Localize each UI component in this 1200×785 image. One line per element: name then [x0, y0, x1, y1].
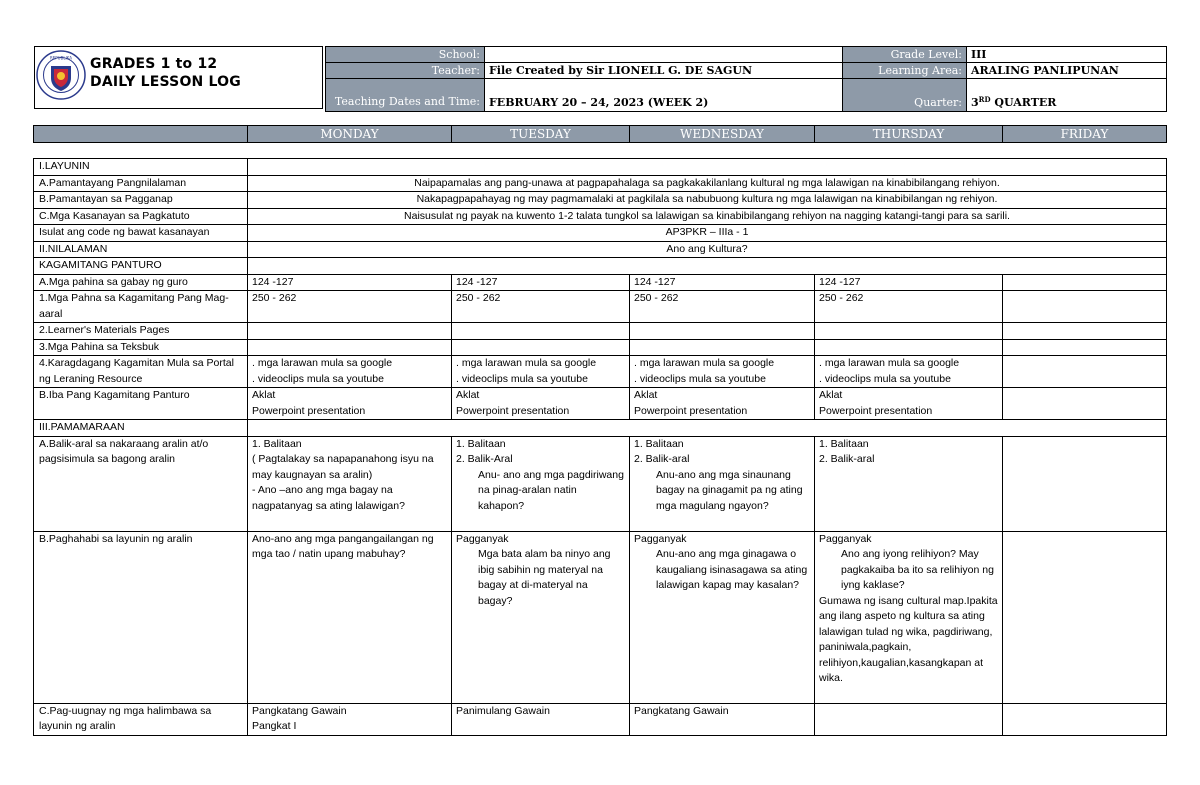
row-label-balik-aral: A.Balik-aral sa nakaraang aralin at/o pagsisimula sa bagong aralin	[34, 436, 248, 531]
cell-learners-tuesday	[452, 323, 630, 340]
teaching-dates-label: Teaching Dates and Time:	[326, 79, 485, 112]
cell-gabay-tuesday: 124 -127	[452, 274, 630, 291]
cell-code: AP3PKR – IIIa - 1	[248, 225, 1167, 242]
row-label-code: Isulat ang code ng bawat kasanayan	[34, 225, 248, 242]
cell-paghahabi-monday: Ano-ano ang mga pangangailangan ng mga tao / natin upang mabuhay?	[248, 531, 452, 703]
row-label-kagamitang-pang-magaaral: 1.Mga Pahna sa Kagamitang Pang Mag-aaral	[34, 291, 248, 323]
balik-aral-wednesday-question: Anu-ano ang mga sinaunang bagay na ginagamit pa ng ating mga magulang ngayon?	[656, 468, 803, 512]
cell-balik-aral-friday	[1003, 436, 1167, 531]
cell-gabay-monday: 124 -127	[248, 274, 452, 291]
cell-magaaral-wednesday: 250 - 262	[630, 291, 815, 323]
cell-nilalaman: Ano ang Kultura?	[248, 241, 1167, 258]
day-header-friday: FRIDAY	[1003, 126, 1167, 143]
header-info-table	[325, 46, 1167, 112]
cell-learners-monday	[248, 323, 452, 340]
table-row	[34, 192, 1167, 209]
cell-gabay-friday	[1003, 274, 1167, 291]
row-label-kagamitan: KAGAMITANG PANTURO	[34, 258, 248, 275]
cell-pag-uugnay-tuesday: Panimulang Gawain	[452, 703, 630, 735]
logo-title-grades: GRADES 1 to 12	[90, 56, 218, 72]
paghahabi-thursday-question: Ano ang iyong relihiyon? May pagkakaiba ba ito sa relihiyon ng iyng kaklase?	[841, 548, 994, 591]
cell-balik-aral-wednesday	[630, 436, 815, 531]
cell-iba-monday: Aklat Powerpoint presentation	[248, 388, 452, 420]
row-label-teksbuk: 3.Mga Pahina sa Teksbuk	[34, 339, 248, 356]
row-label-pamantayan-sa-pagganap: B.Pamantayan sa Pagganap	[34, 192, 248, 209]
day-header-monday: MONDAY	[248, 126, 452, 143]
cell-karagdagang-thursday: . mga larawan mula sa google . videoclips mula sa youtube	[815, 356, 1003, 388]
cell-karagdagang-wednesday: . mga larawan mula sa google . videoclips mula sa youtube	[630, 356, 815, 388]
table-row	[34, 436, 1167, 531]
quarter-value	[967, 79, 1167, 112]
paghahabi-thursday-heading: Pagganyak	[819, 532, 872, 545]
cell-gabay-wednesday: 124 -127	[630, 274, 815, 291]
grade-level-value: III	[967, 47, 1167, 63]
cell-magaaral-monday: 250 - 262	[248, 291, 452, 323]
table-row	[34, 208, 1167, 225]
cell-kasanayan: Naisusulat ng payak na kuwento 1-2 talata tungkol sa lalawigan sa kinabibilangang rehiyon na nagging katangi-tangi para sa sarili.	[248, 208, 1167, 225]
cell-magaaral-friday	[1003, 291, 1167, 323]
lesson-log-table	[33, 158, 1167, 736]
balik-aral-wednesday-heading: 1. Balitaan 2. Balik-aral	[634, 437, 690, 465]
cell-karagdagang-monday: . mga larawan mula sa google . videoclips mula sa youtube	[248, 356, 452, 388]
teaching-dates-value: FEBRUARY 20 – 24, 2023 (WEEK 2)	[485, 79, 843, 112]
balik-aral-tuesday-heading: 1. Balitaan 2. Balik-Aral	[456, 437, 513, 465]
table-row	[34, 323, 1167, 340]
paghahabi-tuesday-question: Mga bata alam ba ninyo ang ibig sabihin ng materyal na bagay at di-materyal na bagay?	[478, 548, 611, 607]
cell-balik-aral-tuesday	[452, 436, 630, 531]
cell-paghahabi-wednesday	[630, 531, 815, 703]
table-row	[34, 703, 1167, 735]
cell-iba-thursday: Aklat Powerpoint presentation	[815, 388, 1003, 420]
cell-teksbuk-monday	[248, 339, 452, 356]
row-label-nilalaman: II.NILALAMAN	[34, 241, 248, 258]
table-row	[34, 241, 1167, 258]
table-row	[34, 274, 1167, 291]
quarter-label: Quarter:	[843, 79, 967, 112]
day-header-thursday: THURSDAY	[815, 126, 1003, 143]
cell-blank	[248, 258, 1167, 275]
day-header-blank	[34, 126, 248, 143]
cell-pag-uugnay-wednesday: Pangkatang Gawain	[630, 703, 815, 735]
logo-title-daily-lesson-log: DAILY LESSON LOG	[90, 74, 241, 90]
deped-seal-icon	[36, 50, 86, 100]
paghahabi-wednesday-heading: Pagganyak	[634, 532, 687, 545]
cell-pag-uugnay-monday: Pangkatang Gawain Pangkat I	[248, 703, 452, 735]
learning-area-value: ARALING PANLIPUNAN	[967, 63, 1167, 79]
row-label-pamantayang-pangnilalaman: A.Pamantayang Pangnilalaman	[34, 175, 248, 192]
cell-karagdagang-friday	[1003, 356, 1167, 388]
cell-iba-friday	[1003, 388, 1167, 420]
row-label-learners-materials: 2.Learner's Materials Pages	[34, 323, 248, 340]
teacher-label: Teacher:	[326, 63, 485, 79]
paghahabi-thursday-activity: Gumawa ng isang cultural map.Ipakita ang ilang aspeto ng kultura sa ating lalawigan tulad ng wika, pagdiriwang, paniniwala,pagkain, relihiyon,kaugalian,kasangkapan at wika.	[819, 594, 998, 684]
table-row	[34, 531, 1167, 703]
teacher-value: File Created by Sir LIONELL G. DE SAGUN	[485, 63, 843, 79]
day-header-tuesday: TUESDAY	[452, 126, 630, 143]
table-row	[34, 175, 1167, 192]
quarter-word: QUARTER	[990, 96, 1057, 109]
cell-gabay-thursday: 124 -127	[815, 274, 1003, 291]
cell-pag-uugnay-friday	[1003, 703, 1167, 735]
paghahabi-tuesday-heading: Pagganyak	[456, 532, 509, 545]
learning-area-label: Learning Area:	[843, 63, 967, 79]
cell-teksbuk-friday	[1003, 339, 1167, 356]
row-label-iba-pang-kagamitan: B.Iba Pang Kagamitang Panturo	[34, 388, 248, 420]
cell-balik-aral-monday: 1. Balitaan ( Pagtalakay sa napapanahong isyu na may kaugnayan sa aralin) - Ano –ano ang mga bagay na nagpatanyag sa ating lalawigan?	[248, 436, 452, 531]
table-row	[34, 159, 1167, 176]
table-row	[34, 291, 1167, 323]
cell-learners-wednesday	[630, 323, 815, 340]
row-label-karagdagang: 4.Karagdagang Kagamitan Mula sa Portal ng Leraning Resource	[34, 356, 248, 388]
row-label-paghahabi: B.Paghahabi sa layunin ng aralin	[34, 531, 248, 703]
cell-learners-friday	[1003, 323, 1167, 340]
table-row	[34, 258, 1167, 275]
cell-paghahabi-friday	[1003, 531, 1167, 703]
row-label-layunin: I.LAYUNIN	[34, 159, 248, 176]
quarter-ordinal: RD	[978, 95, 991, 104]
balik-aral-tuesday-question: Anu- ano ang mga pagdiriwang na pinag-aralan natin kahapon?	[478, 468, 624, 512]
cell-pamantayan-sa-pagganap: Nakapagpapahayag ng may pagmamalaki at pagkilala sa nabubuong kultura ng mga lalawigan na kinabibilangan ng rehiyon.	[248, 192, 1167, 209]
cell-karagdagang-tuesday: . mga larawan mula sa google . videoclips mula sa youtube	[452, 356, 630, 388]
cell-iba-tuesday: Aklat Powerpoint presentation	[452, 388, 630, 420]
cell-pamantayang-pangnilalaman: Naipapamalas ang pang-unawa at pagpapahalaga sa pagkakakilanlang kultural ng mga lalawigan na kinabibilangang rehiyon.	[248, 175, 1167, 192]
table-row	[34, 420, 1167, 437]
cell-magaaral-tuesday: 250 - 262	[452, 291, 630, 323]
table-row	[34, 225, 1167, 242]
cell-blank	[248, 420, 1167, 437]
cell-paghahabi-tuesday	[452, 531, 630, 703]
quarter-number: 3	[971, 96, 979, 109]
row-label-gabay: A.Mga pahina sa gabay ng guro	[34, 274, 248, 291]
cell-iba-wednesday: Aklat Powerpoint presentation	[630, 388, 815, 420]
svg-text:REPUBLIKA: REPUBLIKA	[49, 55, 73, 61]
day-header-wednesday: WEDNESDAY	[630, 126, 815, 143]
paghahabi-wednesday-question: Anu-ano ang mga ginagawa o kaugaliang isinasagawa sa ating lalawigan kapag may kasalan?	[656, 548, 808, 591]
cell-magaaral-thursday: 250 - 262	[815, 291, 1003, 323]
school-value	[485, 47, 843, 63]
cell-teksbuk-thursday	[815, 339, 1003, 356]
table-row	[34, 388, 1167, 420]
row-label-kasanayan: C.Mga Kasanayan sa Pagkatuto	[34, 208, 248, 225]
cell-paghahabi-thursday	[815, 531, 1003, 703]
cell-teksbuk-tuesday	[452, 339, 630, 356]
grade-level-label: Grade Level:	[843, 47, 967, 63]
row-label-pamamaraan: III.PAMAMARAAN	[34, 420, 248, 437]
cell-pag-uugnay-thursday	[815, 703, 1003, 735]
cell-blank	[248, 159, 1167, 176]
cell-teksbuk-wednesday	[630, 339, 815, 356]
table-row	[34, 356, 1167, 388]
school-label: School:	[326, 47, 485, 63]
cell-learners-thursday	[815, 323, 1003, 340]
cell-balik-aral-thursday: 1. Balitaan 2. Balik-aral	[815, 436, 1003, 531]
day-header-row	[33, 125, 1167, 143]
table-row	[34, 339, 1167, 356]
row-label-pag-uugnay: C.Pag-uugnay ng mga halimbawa sa layunin ng aralin	[34, 703, 248, 735]
